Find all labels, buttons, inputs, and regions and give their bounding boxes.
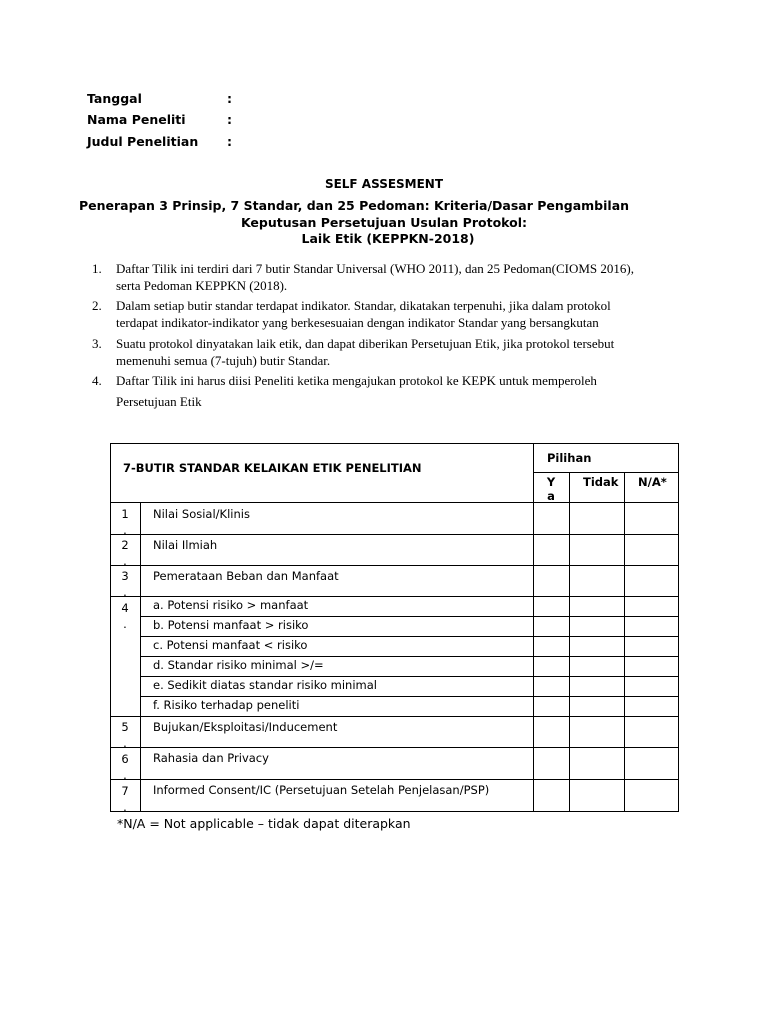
doc-subtitle-line3: Laik Etik (KEPPKN-2018): [301, 231, 475, 246]
column-header-tidak: Tidak: [583, 475, 619, 489]
row-sub-label: f. Risiko terhadap peneliti: [153, 698, 300, 712]
row-sub-label: d. Standar risiko minimal >/=: [153, 658, 324, 672]
instruction-text: terdapat indikator-indikator yang berkesesuaian dengan indikator Standar yang bersangkutan: [116, 315, 599, 330]
table-border: [533, 443, 534, 812]
instruction-text: serta Pedoman KEPPKN (2018).: [116, 278, 288, 293]
table-border: [140, 616, 679, 617]
field-colon: :: [227, 112, 232, 127]
field-colon: :: [227, 91, 232, 106]
instruction-text: Dalam setiap butir standar terdapat indikator. Standar, dikatakan terpenuhi, jika dalam protokol: [116, 298, 611, 313]
field-label: Nama Peneliti: [87, 112, 186, 127]
row-number: 7 .: [121, 784, 129, 814]
table-border: [110, 596, 679, 597]
row-label: Rahasia dan Privacy: [153, 751, 269, 765]
table-border: [110, 747, 679, 748]
row-number: 5 .: [121, 720, 129, 750]
row-label: Nilai Sosial/Klinis: [153, 507, 250, 521]
instruction-number: 1.: [92, 261, 102, 276]
table-border: [110, 716, 679, 717]
table-border: [624, 472, 625, 812]
footnote: *N/A = Not applicable – tidak dapat diterapkan: [117, 816, 411, 831]
field-colon: :: [227, 134, 232, 149]
table-title: 7-BUTIR STANDAR KELAIKAN ETIK PENELITIAN: [123, 461, 422, 475]
row-sub-label: b. Potensi manfaat > risiko: [153, 618, 309, 632]
field-nama-peneliti: [87, 112, 232, 127]
table-border: [678, 443, 679, 812]
table-border: [140, 636, 679, 637]
row-number: 3 .: [121, 569, 129, 599]
field-judul-penelitian: [87, 134, 232, 149]
table-border: [110, 443, 679, 444]
table-border: [140, 696, 679, 697]
table-border: [140, 502, 141, 812]
row-sub-label: c. Potensi manfaat < risiko: [153, 638, 308, 652]
field-label: Tanggal: [87, 91, 142, 106]
row-label: Nilai Ilmiah: [153, 538, 218, 552]
instruction-number: 3.: [92, 336, 102, 351]
column-header-ya: Y a: [546, 475, 556, 503]
instruction-text: memenuhi semua (7-tujuh) butir Standar.: [116, 353, 331, 368]
field-tanggal: [87, 91, 232, 106]
doc-title: SELF ASSESMENT: [324, 177, 444, 191]
row-number: 4 .: [121, 601, 129, 631]
instruction-number: 4.: [92, 373, 102, 388]
instruction-number: 2.: [92, 298, 102, 313]
row-sub-label: e. Sedikit diatas standar risiko minimal: [153, 678, 377, 692]
instruction-text: Daftar Tilik ini terdiri dari 7 butir Standar Universal (WHO 2011), dan 25 Pedoman(CIOMS 2016),: [116, 261, 634, 276]
doc-subtitle-line1: Penerapan 3 Prinsip, 7 Standar, dan 25 Pedoman: Kriteria/Dasar Pengambilan: [78, 198, 630, 213]
row-label: Pemerataan Beban dan Manfaat: [153, 569, 339, 583]
field-label: Judul Penelitian: [87, 134, 199, 149]
column-header-pilihan: Pilihan: [547, 451, 592, 465]
table-border: [110, 811, 679, 812]
table-border: [110, 565, 679, 566]
row-sub-label: a. Potensi risiko > manfaat: [153, 598, 309, 612]
table-border: [140, 656, 679, 657]
row-label: Bujukan/Eksploitasi/Inducement: [153, 720, 338, 734]
row-number: 1 .: [121, 507, 129, 537]
table-border: [110, 502, 679, 503]
row-number: 6 .: [121, 752, 129, 782]
row-label: Informed Consent/IC (Persetujuan Setelah Penjelasan/PSP): [153, 783, 490, 797]
table-border: [569, 472, 570, 812]
table-border: [110, 534, 679, 535]
instruction-text: Suatu protokol dinyatakan laik etik, dan dapat diberikan Persetujuan Etik, jika protokol tersebut: [116, 336, 615, 351]
table-border: [110, 779, 679, 780]
table-border: [533, 472, 679, 473]
instruction-text: Daftar Tilik ini harus diisi Peneliti ketika mengajukan protokol ke KEPK untuk memperoleh: [116, 373, 597, 388]
doc-subtitle-line2: Keputusan Persetujuan Usulan Protokol:: [240, 215, 528, 230]
column-header-na: N/A*: [638, 475, 667, 489]
row-number: 2 .: [121, 538, 129, 568]
table-border: [140, 676, 679, 677]
instruction-text: Persetujuan Etik: [116, 394, 202, 409]
